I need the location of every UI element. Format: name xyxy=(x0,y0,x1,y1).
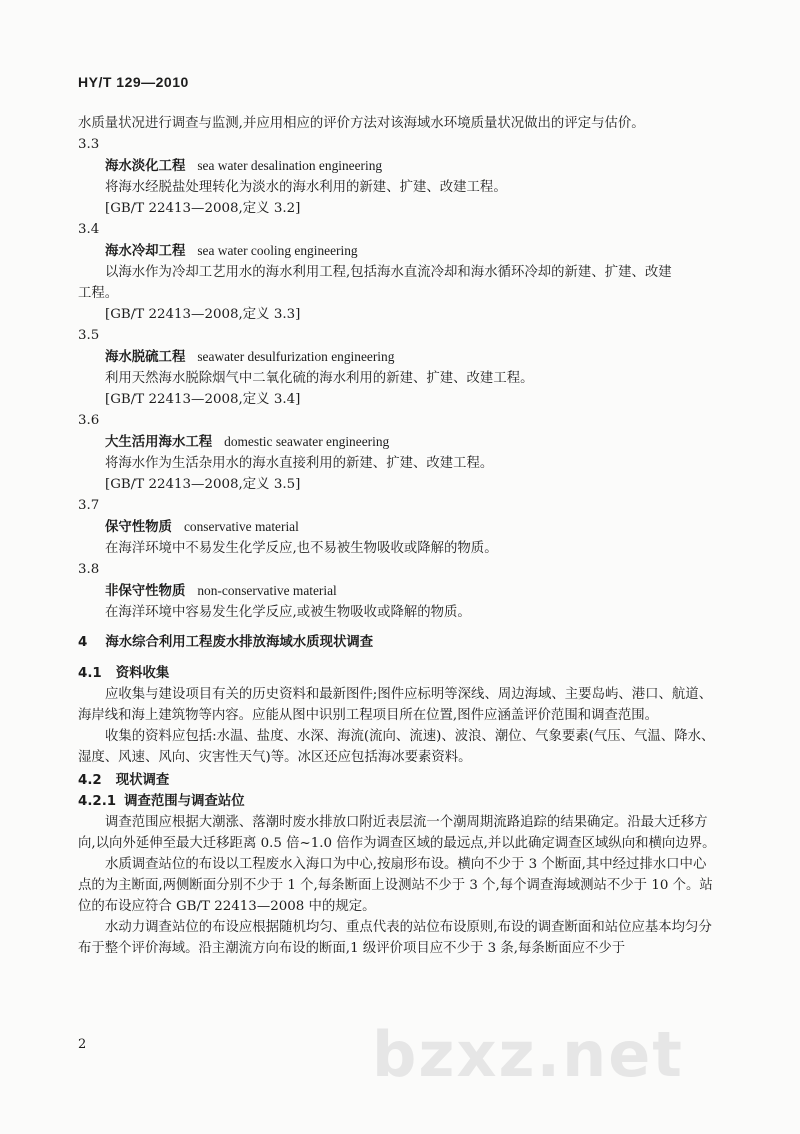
body-paragraph: 收集的资料应包括:水温、盐度、水深、海流(流向、流速)、波浪、潮位、气象要素(气压、气温、降水、湿度、风速、风向、灾害性天气)等。冰区还应包括海冰要素资料。 xyxy=(78,729,715,765)
term-en: non-conservative material xyxy=(197,583,337,598)
term-definition: 以海水作为冷却工艺用水的海水利用工程,包括海水直流冷却和海水循环冷却的新建、扩建、改建 xyxy=(105,265,672,280)
section-number: 4 xyxy=(78,635,88,650)
page-number: 2 xyxy=(78,1037,87,1052)
subsubsection-number: 4.2.1 xyxy=(78,794,117,809)
term-zh: 海水冷却工程 xyxy=(105,243,186,259)
term-definition: 将海水经脱盐处理转化为淡水的海水利用的新建、扩建、改建工程。 xyxy=(105,180,507,195)
standard-code-header: HY/T 129—2010 xyxy=(78,74,189,90)
term-number: 3.5 xyxy=(78,328,100,343)
subsection-heading xyxy=(78,663,718,684)
term-number: 3.6 xyxy=(78,413,100,428)
term-zh: 海水脱硫工程 xyxy=(105,349,186,365)
term-heading xyxy=(78,240,718,262)
body-paragraph: 水质调查站位的布设以工程废水入海口为中心,按扇形布设。横向不少于 3 个断面,其中经过排水口中心点的为主断面,两侧断面分别不少于 1 个,每条断面上设测站不少于 3 个,每个调查海域测站不少于 10 个。站位的布设应符合 GB/T 22413—2008 中的规定。 xyxy=(78,857,713,914)
term-en: conservative material xyxy=(183,519,299,534)
subsection-title: 现状调查 xyxy=(115,773,170,788)
term-zh: 非保守性物质 xyxy=(105,583,186,599)
term-heading xyxy=(78,346,718,368)
term-definition: 在海洋环境中容易发生化学反应,或被生物吸收或降解的物质。 xyxy=(105,605,471,620)
term-heading xyxy=(78,431,718,453)
subsection-title: 资料收集 xyxy=(115,666,170,681)
document-body xyxy=(78,113,718,959)
watermark: bzxz.net xyxy=(372,1018,684,1091)
subsection-number: 4.2 xyxy=(78,773,102,788)
intro-paragraph: 水质量状况进行调查与监测,并应用相应的评价方法对该海域水环境质量状况做出的评定与估价。 xyxy=(78,116,645,131)
term-definition: 在海洋环境中不易发生化学反应,也不易被生物吸收或降解的物质。 xyxy=(105,541,498,556)
term-definition-continued: 工程。 xyxy=(78,286,119,301)
subsubsection-heading xyxy=(78,791,718,812)
body-paragraph: 水动力调查站位的布设应根据随机均匀、重点代表的站位布设原则,布设的调查断面和站位应基本均匀分布于整个评价海域。沿主潮流方向布设的断面,1 级评价项目应不少于 3 条,每条断面应不少于 xyxy=(78,920,712,956)
term-en: domestic seawater engineering xyxy=(224,434,390,449)
subsection-number: 4.1 xyxy=(78,666,102,681)
term-heading xyxy=(78,155,718,177)
term-zh: 保守性物质 xyxy=(105,519,172,535)
term-reference: [GB/T 22413—2008,定义 3.2] xyxy=(105,201,301,216)
term-reference: [GB/T 22413—2008,定义 3.4] xyxy=(105,392,301,407)
term-zh: 大生活用海水工程 xyxy=(105,434,213,450)
term-number: 3.7 xyxy=(78,498,100,513)
term-heading xyxy=(78,516,718,538)
term-zh: 海水淡化工程 xyxy=(105,158,186,174)
term-en: seawater desulfurization engineering xyxy=(197,349,395,364)
body-paragraph: 调查范围应根据大潮涨、落潮时废水排放口附近表层流一个潮周期流路追踪的结果确定。沿最大迁移方向,以向外延伸至最大迁移距离 0.5 倍~1.0 倍作为调查区域的最远点,并以此确定调查区域纵向和横向边界。 xyxy=(78,815,716,851)
term-heading xyxy=(78,580,718,602)
body-paragraph: 应收集与建设项目有关的历史资料和最新图件;图件应标明等深线、周边海域、主要岛屿、港口、航道、海岸线和海上建筑物等内容。应能从图中识别工程项目所在位置,图件应涵盖评价范围和调查范围。 xyxy=(78,687,713,723)
term-definition: 将海水作为生活杂用水的海水直接利用的新建、扩建、改建工程。 xyxy=(105,456,494,471)
term-en: sea water cooling engineering xyxy=(197,243,358,258)
section-heading xyxy=(78,632,718,653)
term-definition: 利用天然海水脱除烟气中二氧化硫的海水利用的新建、扩建、改建工程。 xyxy=(105,371,534,386)
subsection-heading xyxy=(78,770,718,791)
term-en: sea water desalination engineering xyxy=(197,158,383,173)
section-title: 海水综合利用工程废水排放海域水质现状调查 xyxy=(105,635,374,650)
term-reference: [GB/T 22413—2008,定义 3.3] xyxy=(105,307,301,322)
term-reference: [GB/T 22413—2008,定义 3.5] xyxy=(105,477,301,492)
term-number: 3.4 xyxy=(78,222,100,237)
subsubsection-title: 调查范围与调查站位 xyxy=(124,794,245,809)
term-number: 3.3 xyxy=(78,137,100,152)
term-number: 3.8 xyxy=(78,562,100,577)
